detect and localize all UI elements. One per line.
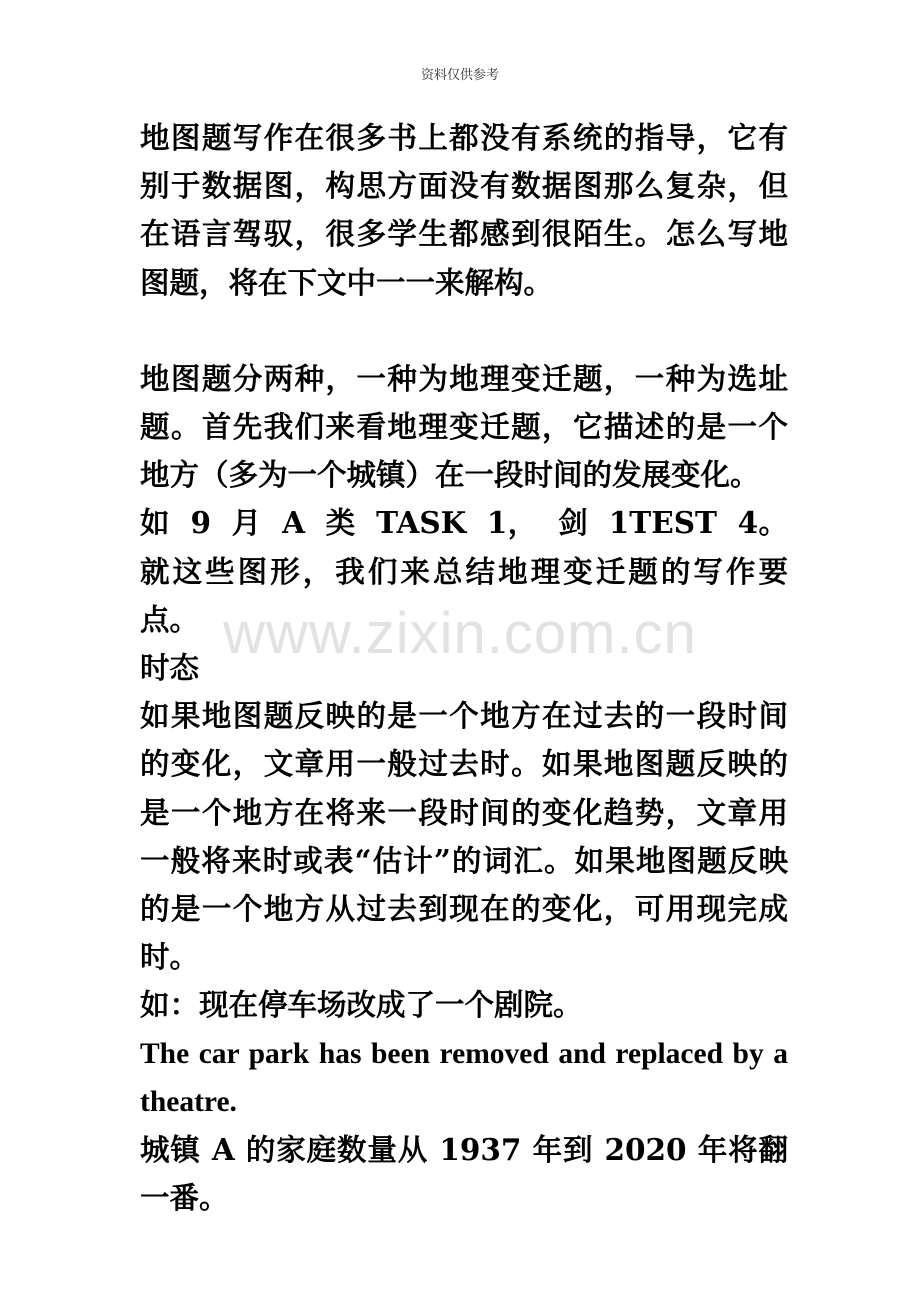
section-heading: 时态 xyxy=(140,650,200,686)
example-chinese-2: 城镇 A 的家庭数量从 1937 年到 2020 年将翻一番。 xyxy=(140,1132,788,1216)
intro-paragraph: 地图题写作在很多书上都没有系统的指导，它有别于数据图，构思方面没有数据图那么复杂，但在语言驾驭，很多学生都感到很陌生。怎么写地图题，将在下文中一一来解构。 xyxy=(140,120,788,300)
page-header: 资料仅供参考 xyxy=(420,68,499,83)
article-body xyxy=(140,114,788,1222)
example-reference: 如 9 月 A 类 TASK 1， 剑 1TEST 4。就这些图形，我们来总结地理变迁题的写作要点。 xyxy=(140,505,788,637)
tense-paragraph: 如果地图题反映的是一个地方在过去的一段时间的变化，文章用一般过去时。如果地图题反映的是一个地方在将来一段时间的变化趋势，文章用一般将来时或表“估计”的词汇。如果地图题反映的是一个地方从过去到现在的变化，可用现完成时。 xyxy=(140,698,788,975)
example-english-1: The car park has been removed and replaced by a theatre. xyxy=(140,1037,788,1118)
example-chinese-1: 如：现在停车场改成了一个剧院。 xyxy=(140,987,583,1023)
types-paragraph: 地图题分两种，一种为地理变迁题，一种为选址题。首先我们来看地理变迁题，它描述的是一个地方（多为一个城镇）在一段时间的发展变化。 xyxy=(140,360,788,493)
watermark: www.zixin.com.cn xyxy=(223,601,697,666)
